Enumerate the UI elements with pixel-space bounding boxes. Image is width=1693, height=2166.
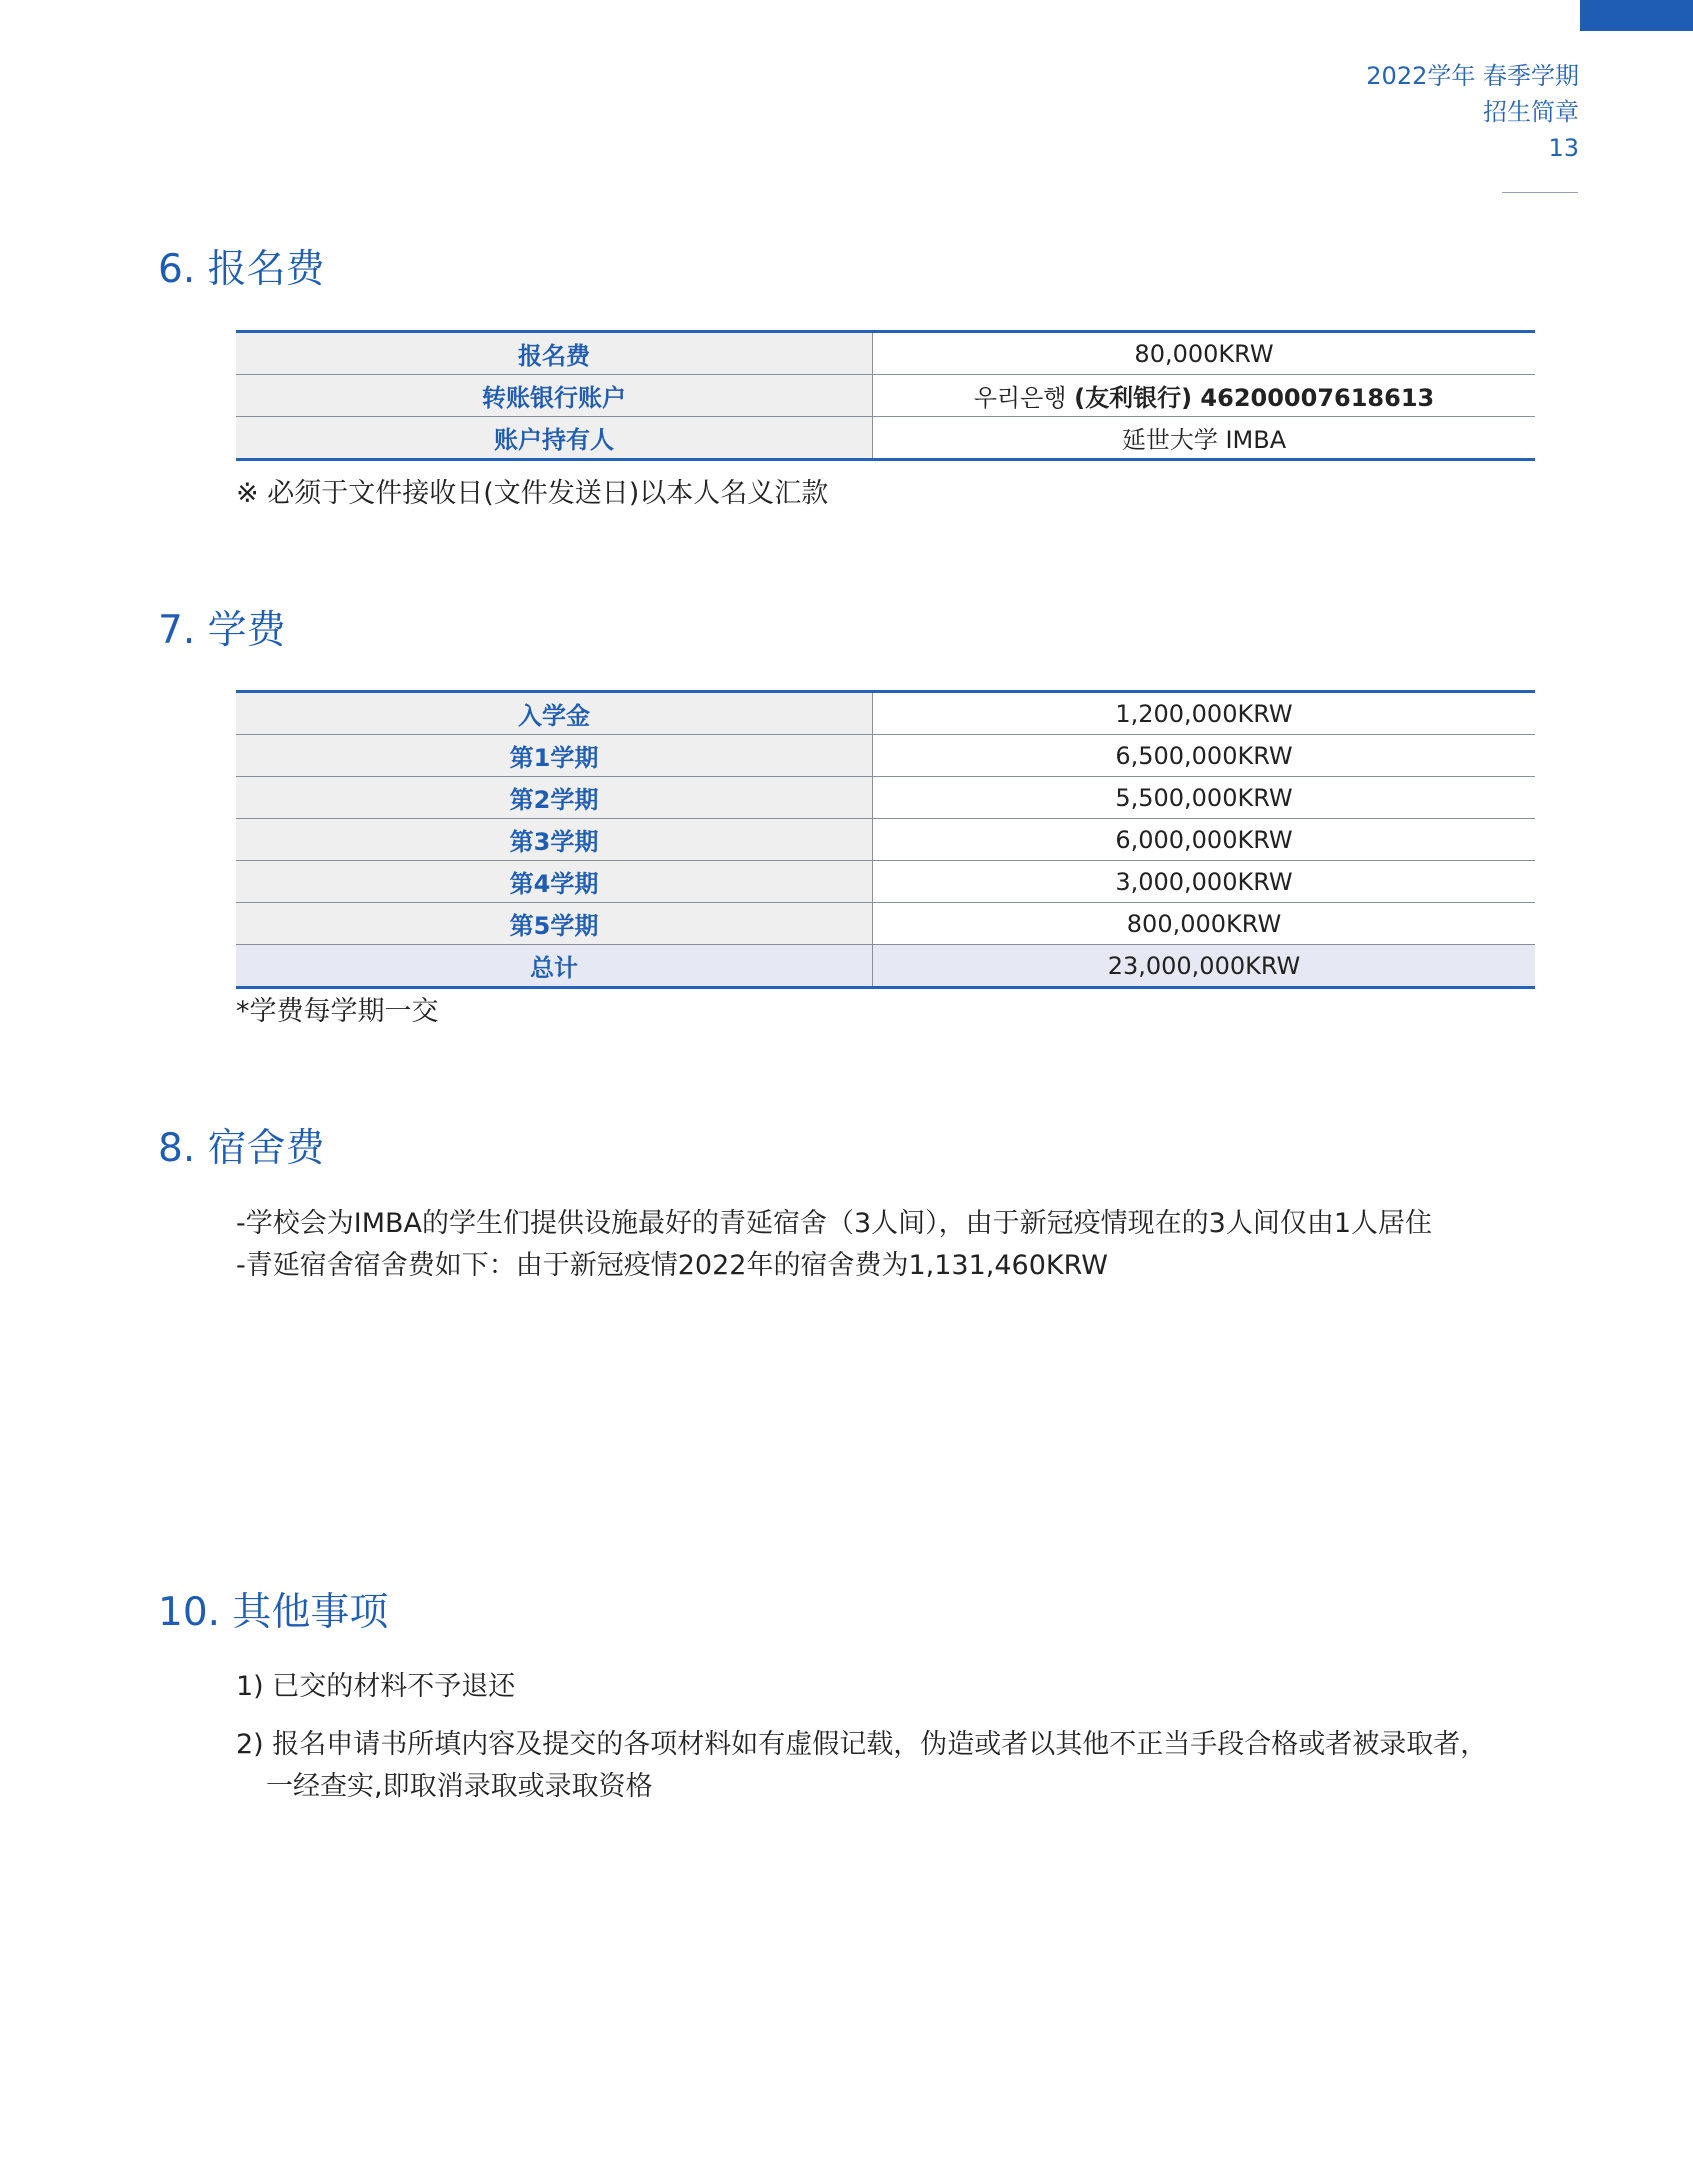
- bank-name-korean: 우리은행: [973, 384, 1067, 412]
- table-row: [236, 861, 1535, 903]
- corner-accent-bar: [1580, 0, 1693, 31]
- row-label: 第1学期: [236, 735, 873, 777]
- tuition-table: [236, 690, 1535, 989]
- other-item-2-line-1: 2) 报名申请书所填内容及提交的各项材料如有虚假记载，伪造或者以其他不正当手段合格或者被录取者，: [236, 1729, 1488, 1760]
- bank-account-value: [873, 375, 1536, 417]
- header-term: 2022学年 春季学期: [1366, 62, 1579, 90]
- row-value: 6,500,000KRW: [873, 735, 1536, 777]
- table-row: [236, 735, 1535, 777]
- section-title-other-matters: 10. 其他事项: [158, 1590, 389, 1635]
- table-row: [236, 332, 1535, 375]
- table-row: [236, 375, 1535, 417]
- row-value: 延世大学 IMBA: [873, 417, 1536, 460]
- page-number: 13: [1548, 134, 1579, 162]
- row-label: 账户持有人: [236, 417, 873, 460]
- row-label: 第2学期: [236, 777, 873, 819]
- row-label: 报名费: [236, 332, 873, 375]
- dormitory-line-1: -学校会为IMBA的学生们提供设施最好的青延宿舍（3人间），由于新冠疫情现在的3人间仅由1人居住: [236, 1208, 1433, 1239]
- tuition-note: *学费每学期一交: [236, 996, 439, 1027]
- application-fee-table: [236, 330, 1535, 461]
- table-row: [236, 417, 1535, 460]
- dormitory-line-2: -青延宿舍宿舍费如下：由于新冠疫情2022年的宿舍费为1,131,460KRW: [236, 1250, 1108, 1281]
- total-label: 总计: [236, 945, 873, 988]
- row-label: 第3学期: [236, 819, 873, 861]
- other-item-1: 1) 已交的材料不予退还: [236, 1671, 516, 1702]
- row-value: 800,000KRW: [873, 903, 1536, 945]
- table-row: [236, 819, 1535, 861]
- row-value: 6,000,000KRW: [873, 819, 1536, 861]
- row-label: 入学金: [236, 692, 873, 735]
- header-doc-title: 招生简章: [1483, 98, 1579, 126]
- other-item-2-line-2: 一经查实,即取消录取或录取资格: [266, 1771, 653, 1802]
- table-row: [236, 692, 1535, 735]
- section-title-dormitory: 8. 宿舍费: [158, 1126, 325, 1171]
- total-value: 23,000,000KRW: [873, 945, 1536, 988]
- bank-account-number: (友利银行) 46200007618613: [1074, 384, 1435, 412]
- application-fee-note: ※ 必须于文件接收日(文件发送日)以本人名义汇款: [236, 478, 829, 509]
- row-label: 第4学期: [236, 861, 873, 903]
- row-value: 80,000KRW: [873, 332, 1536, 375]
- row-label: 第5学期: [236, 903, 873, 945]
- total-row: [236, 945, 1535, 988]
- section-title-tuition: 7. 学费: [158, 608, 286, 653]
- row-value: 5,500,000KRW: [873, 777, 1536, 819]
- row-label: 转账银行账户: [236, 375, 873, 417]
- section-title-application-fee: 6. 报名费: [158, 247, 325, 292]
- table-row: [236, 777, 1535, 819]
- row-value: 3,000,000KRW: [873, 861, 1536, 903]
- page-header: [1366, 58, 1579, 166]
- header-divider: [1502, 192, 1578, 193]
- row-value: 1,200,000KRW: [873, 692, 1536, 735]
- table-row: [236, 903, 1535, 945]
